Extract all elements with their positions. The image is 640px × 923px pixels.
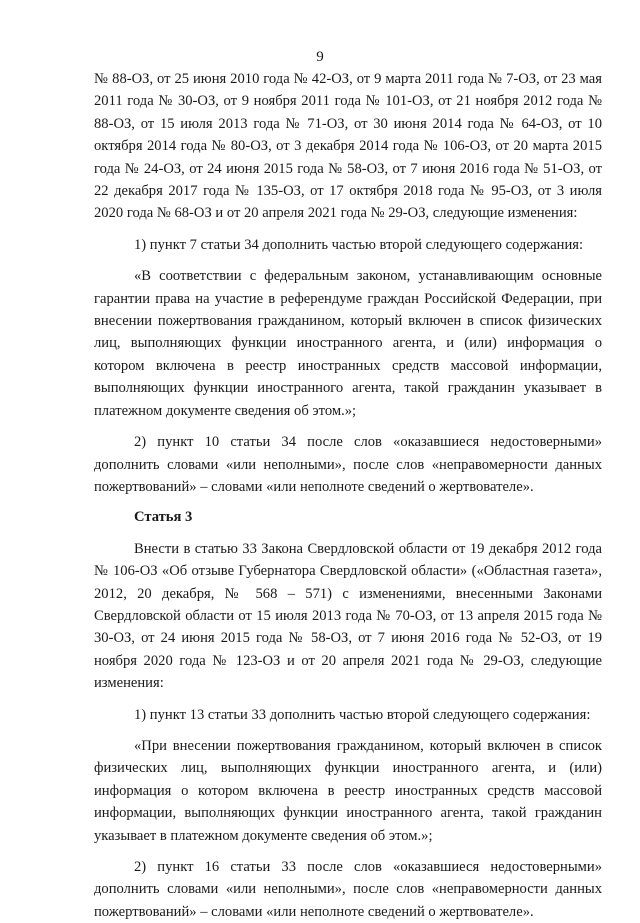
paragraph-quote-2: «При внесении пожертвования гражданином, который включен в список физических лиц, выполняющих функции иностранного агента, и (или) информация о котором включена в реестр иностранных средств массовой информации, выполняющих функции иностранного агента, такой гражданин указывает в платежном документе сведения об этом.»; [94, 737, 602, 844]
paragraph-item-4: 2) пункт 16 статьи 33 после слов «оказавшиеся недостоверными» дополнить словами «или неполными», после слов «неправомерности данных пожертвований» – словами «или неполноте сведений о жертвователе». [94, 859, 602, 920]
paragraph-item-2: 2) пункт 10 статьи 34 после слов «оказавшиеся недостоверными» дополнить словами «или неполными», после слов «неправомерности данных пожертвований» – словами «или неполноте сведений о жертвователе». [94, 434, 602, 495]
page-number: 9 [316, 49, 324, 65]
paragraph-continuation: № 88-ОЗ, от 25 июня 2010 года № 42-ОЗ, от 9 марта 2011 года № 7-ОЗ, от 23 мая 2011 года № 30-ОЗ, от 9 ноября 2011 года № 101-ОЗ, от 21 ноября 2012 года № 88-ОЗ, от 15 июля 2013 года № 71-ОЗ, от 30 июня 2014 года № 64-ОЗ, от 10 октября 2014 года № 80-ОЗ, от 3 декабря 2014 года № 106-ОЗ, от 20 марта 2015 года № 24-ОЗ, от 24 июня 2015 года № 58-ОЗ, от 7 июня 2016 года № 51-ОЗ, от 22 декабря 2017 года № 135-ОЗ, от 17 октября 2018 года № 95-ОЗ, от 3 июля 2020 года № 68-ОЗ и от 20 апреля 2021 года № 29-ОЗ, следующие изменения: [94, 71, 602, 222]
paragraph-article-3-intro: Внести в статью 33 Закона Свердловской области от 19 декабря 2012 года № 106-ОЗ «Об отзыве Губернатора Свердловской области» («Областная газета», 2012, 20 декабря, № 568 – 571) с изменениями, внесенными Законами Свердловской области от 15 июля 2013 года № 70-ОЗ, от 13 апреля 2015 года № 30-ОЗ, от 24 июня 2015 года № 58-ОЗ, от 7 июня 2016 года № 52-ОЗ, от 19 ноября 2020 года № 123-ОЗ и от 20 апреля 2021 года № 29-ОЗ, следующие изменения: [94, 540, 602, 692]
paragraph-quote-1: «В соответствии с федеральным законом, устанавливающим основные гарантии права на участие в референдуме граждан Российской Федерации, при внесении пожертвования гражданином, который включен в список физических лиц, выполняющих функции иностранного агента, и (или) информация о котором включена в реестр иностранных средств массовой информации, выполняющих функции иностранного агента, такой гражданин указывает в платежном документе сведения об этом.»; [94, 268, 602, 419]
paragraph-item-3: 1) пункт 13 статьи 33 дополнить частью второй следующего содержания: [134, 706, 591, 723]
document-body [94, 68, 602, 923]
paragraph-item-1: 1) пункт 7 статьи 34 дополнить частью второй следующего содержания: [134, 236, 584, 253]
article-heading: Статья 3 [134, 509, 193, 526]
